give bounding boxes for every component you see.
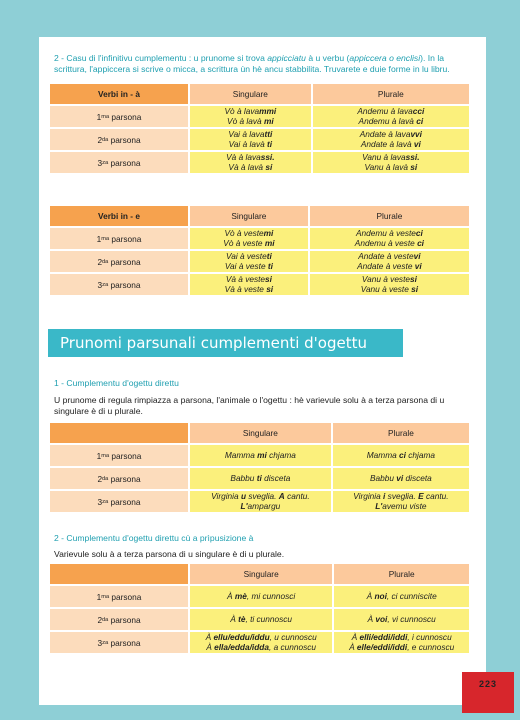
table-header-verb: Verbi in - à bbox=[50, 84, 188, 104]
table-row bbox=[50, 468, 469, 489]
table-row bbox=[50, 491, 469, 512]
singular-cell: Babbu ti disceta bbox=[190, 468, 331, 489]
table-header-empty bbox=[50, 564, 188, 584]
plural-cell: Vanu à lavassi. Vanu à lavà si bbox=[313, 152, 469, 173]
section-paragraph: U prunome di regula rimpiazza a parsona, l'animale o l'ogettu : hè varievule solu à a terza parsona di u singulare è di u plurale. bbox=[54, 395, 445, 416]
conjugation-table-e bbox=[48, 204, 471, 297]
plural-cell: À elli/eddi/iddi, i cunnoscu À elle/eddi/iddi, e cunnoscu bbox=[334, 632, 469, 653]
section-subtitle-direct-object: 1 - Cumplementu d'ogettu direttu bbox=[54, 378, 179, 388]
person-label: 2ᵈᵃ parsona bbox=[50, 251, 188, 272]
prepositional-object-table bbox=[48, 562, 471, 655]
table-header-singular: Singulare bbox=[190, 423, 331, 443]
table-header-plural: Plurale bbox=[333, 423, 469, 443]
table-header-plural: Plurale bbox=[310, 206, 469, 226]
table-header-empty bbox=[50, 423, 188, 443]
plural-cell: Mamma ci chjama bbox=[333, 445, 469, 466]
table-header-plural: Plurale bbox=[313, 84, 469, 104]
table-row bbox=[50, 274, 469, 295]
page-number: 223 bbox=[462, 672, 514, 713]
table-row bbox=[50, 152, 469, 173]
section-paragraph: Varievule solu à a terza parsona di u singulare è di u plurale. bbox=[54, 549, 285, 559]
person-label: 1ᵐᵃ parsona bbox=[50, 228, 188, 249]
plural-cell: Vanu à vestesi Vanu à veste si bbox=[310, 274, 469, 295]
table-header-singular: Singulare bbox=[190, 564, 332, 584]
person-label: 2ᵈᵃ parsona bbox=[50, 468, 188, 489]
singular-cell: Vò à vestemi Vò à veste mi bbox=[190, 228, 308, 249]
singular-cell: À tè, ti cunnoscu bbox=[190, 609, 332, 630]
person-label: 3ᶻᵃ parsona bbox=[50, 491, 188, 512]
plural-cell: Andemu à lavacci Andemu à lavà ci bbox=[313, 106, 469, 127]
singular-cell: Vai à lavatti Vai à lavà ti bbox=[190, 129, 311, 150]
singular-cell: Virginia u sveglia. A cantu. L'ampargu bbox=[190, 491, 331, 512]
table-row bbox=[50, 251, 469, 272]
section-banner-title: Prunomi parsunali cumplementi d'ogettu bbox=[48, 329, 403, 357]
person-label: 2ᵈᵃ parsona bbox=[50, 609, 188, 630]
plural-cell: Andemu à vesteci Andemu à veste ci bbox=[310, 228, 469, 249]
plural-cell: Babbu vi disceta bbox=[333, 468, 469, 489]
table-header-row bbox=[50, 423, 469, 443]
singular-cell: Và à vestesi Và à veste si bbox=[190, 274, 308, 295]
plural-cell: À noi, ci cunniscite bbox=[334, 586, 469, 607]
table-row bbox=[50, 586, 469, 607]
singular-cell: À ellu/eddu/iddu, u cunnoscu À ella/edda/idda, a cunnoscu bbox=[190, 632, 332, 653]
singular-cell: Và à lavassi. Và à lavà si bbox=[190, 152, 311, 173]
singular-cell: Vò à lavammi Vò à lavà mi bbox=[190, 106, 311, 127]
table-row bbox=[50, 228, 469, 249]
plural-cell: À voi, vi cunnoscu bbox=[334, 609, 469, 630]
conjugation-table-a bbox=[48, 82, 471, 175]
table-row bbox=[50, 106, 469, 127]
table-header-verb: Verbi in - e bbox=[50, 206, 188, 226]
table-header-row bbox=[50, 564, 469, 584]
plural-cell: Andate à lavavvi Andate à lavà vi bbox=[313, 129, 469, 150]
person-label: 1ᵐᵃ parsona bbox=[50, 445, 188, 466]
singular-cell: Mamma mi chjama bbox=[190, 445, 331, 466]
person-label: 1ᵐᵃ parsona bbox=[50, 586, 188, 607]
plural-cell: Virginia i sveglia. E cantu. L'avemu viste bbox=[333, 491, 469, 512]
direct-object-table bbox=[48, 421, 471, 514]
plural-cell: Andate à vestevi Andate à veste vi bbox=[310, 251, 469, 272]
table-row bbox=[50, 445, 469, 466]
table-header-row bbox=[50, 84, 469, 104]
table-header-row bbox=[50, 206, 469, 226]
section-subtitle-preposition: 2 - Cumplementu d'ogettu direttu cù a prìpusizione à bbox=[54, 533, 254, 543]
person-label: 1ᵐᵃ parsona bbox=[50, 106, 188, 127]
singular-cell: Vai à vesteti Vai à veste ti bbox=[190, 251, 308, 272]
table-row bbox=[50, 609, 469, 630]
person-label: 2ᵈᵃ parsona bbox=[50, 129, 188, 150]
person-label: 3ᶻᵃ parsona bbox=[50, 632, 188, 653]
table-row bbox=[50, 129, 469, 150]
intro-paragraph: 2 - Casu di l'infinitivu cumplementu : u prunome si trova appicciatu à u verbu (appiccera o enclisi). In la scrittura, l'appiccera si scrive o micca, a scrittura ùn hè ancu stabbilita. Truvarete e duie forme in lu libru. bbox=[54, 53, 450, 74]
table-row bbox=[50, 632, 469, 653]
table-header-plural: Plurale bbox=[334, 564, 469, 584]
table-header-singular: Singulare bbox=[190, 84, 311, 104]
person-label: 3ᶻᵃ parsona bbox=[50, 152, 188, 173]
singular-cell: À mè, mi cunnosci bbox=[190, 586, 332, 607]
person-label: 3ᶻᵃ parsona bbox=[50, 274, 188, 295]
table-header-singular: Singulare bbox=[190, 206, 308, 226]
